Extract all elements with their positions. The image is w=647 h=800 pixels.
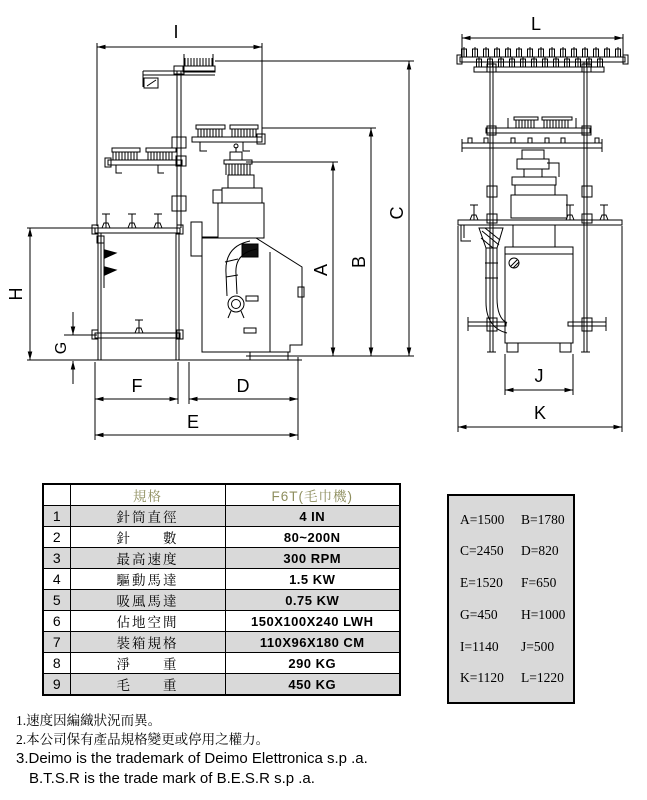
cell-value: 450 KG [225, 674, 400, 696]
creel-frame [92, 214, 183, 360]
cell-label: 最高速度 [70, 548, 225, 569]
dim-label-A: A [311, 263, 331, 277]
footnotes [16, 711, 456, 789]
footnote-line: 1.速度因編織狀況而異。 [16, 713, 162, 728]
cell-value: 1.5 KW [225, 569, 400, 590]
spec-table-body [43, 506, 400, 696]
dimension-value: E=1520 [460, 575, 503, 591]
head-comb-teeth [226, 164, 250, 175]
comb-teeth [198, 129, 222, 137]
dimension-value: B=1780 [521, 511, 565, 527]
cell-value: 4 IN [225, 506, 400, 527]
knitting-head-front [511, 150, 567, 218]
dim-label-F: F [131, 376, 143, 396]
dimension-value: K=1120 [460, 670, 504, 686]
dimension-value: D=820 [521, 543, 559, 559]
dimensions-legend-box [447, 494, 575, 704]
spec-table [42, 483, 401, 696]
header-no [43, 484, 70, 506]
table-row [43, 611, 400, 632]
cell-no: 4 [43, 569, 70, 590]
dimension-value: G=450 [460, 606, 498, 622]
cell-no: 3 [43, 548, 70, 569]
overhead-creel [457, 47, 628, 72]
dimension-value: F=650 [521, 575, 557, 591]
support-posts [487, 62, 592, 352]
comb-teeth [113, 152, 137, 160]
cell-label: 佔地空間 [70, 611, 225, 632]
dimension-value: J=500 [521, 638, 555, 654]
cell-value: 290 KG [225, 653, 400, 674]
machine-body-side [191, 144, 304, 360]
mid-shelf [462, 117, 602, 152]
cell-label: 裝箱規格 [70, 632, 225, 653]
dimension-value: I=1140 [460, 638, 499, 654]
cell-label: 吸風馬達 [70, 590, 225, 611]
dimension-value: H=1000 [521, 606, 566, 622]
table-row [43, 527, 400, 548]
cell-no: 1 [43, 506, 70, 527]
table-row [43, 653, 400, 674]
dim-C [215, 61, 414, 356]
footnote-line: 2.本公司保有產品規格變更或停用之權力。 [16, 732, 270, 747]
table-row [43, 674, 400, 696]
cell-no: 6 [43, 611, 70, 632]
cell-label: 驅動馬達 [70, 569, 225, 590]
dim-F [95, 362, 178, 440]
cell-value: 300 RPM [225, 548, 400, 569]
cell-label: 針 數 [70, 527, 225, 548]
comb-teeth [148, 152, 172, 160]
dim-H [27, 228, 96, 360]
guide-hangers [468, 138, 599, 143]
dim-label-B: B [349, 255, 369, 269]
dimension-pair [449, 639, 573, 655]
dimension-pair [449, 575, 573, 591]
yarn-guide-teeth [185, 58, 212, 66]
cell-value: 80~200N [225, 527, 400, 548]
dim-label-D: D [236, 376, 250, 396]
dimension-pair [449, 543, 573, 559]
cell-no: 7 [43, 632, 70, 653]
dim-label-G: G [53, 341, 70, 355]
cell-value: 0.75 KW [225, 590, 400, 611]
dim-label-K: K [533, 403, 547, 423]
yarn-stand-pole [143, 54, 215, 228]
dimension-pair [449, 670, 573, 686]
bobbin-row [462, 47, 621, 57]
feeder-shelf-upper [192, 125, 265, 151]
dim-label-C: C [387, 206, 407, 220]
cell-label: 毛 重 [70, 674, 225, 696]
dim-I [97, 43, 262, 226]
dimension-value: L=1220 [521, 670, 564, 686]
dimension-value: A=1500 [460, 511, 505, 527]
comb-teeth [232, 129, 256, 137]
comb-teeth [516, 120, 534, 128]
dimension-pair [449, 512, 573, 528]
cell-no: 2 [43, 527, 70, 548]
footnote-line: B.T.S.R is the trade mark of B.E.S.R s.p .a. [29, 770, 315, 787]
footnote-line: 3.Deimo is the trademark of Deimo Elettronica s.p .a. [16, 750, 368, 767]
dim-label-H: H [6, 287, 26, 301]
dim-D [186, 357, 298, 440]
feeder-shelf-lower [105, 148, 186, 173]
cell-no: 9 [43, 674, 70, 696]
dimension-value: C=2450 [460, 543, 504, 559]
table-row [43, 548, 400, 569]
dimension-pair [449, 607, 573, 623]
side-view-drawing [27, 43, 414, 440]
cell-no: 5 [43, 590, 70, 611]
cell-no: 8 [43, 653, 70, 674]
table-row [43, 569, 400, 590]
header-spec: 規格 [70, 484, 225, 506]
table-row [43, 632, 400, 653]
cell-value: 110X96X180 CM [225, 632, 400, 653]
header-model: F6T(毛巾機) [225, 484, 400, 506]
dim-label-E: E [186, 412, 200, 432]
dim-label-J: J [534, 366, 544, 386]
cell-label: 淨 重 [70, 653, 225, 674]
table-row [43, 506, 400, 527]
machine-body-front [458, 205, 622, 352]
spec-table-header-row [43, 484, 400, 506]
cell-label: 針筒直徑 [70, 506, 225, 527]
dim-K [458, 226, 622, 432]
dim-label-I: I [173, 22, 179, 42]
table-row [43, 590, 400, 611]
cell-value: 150X100X240 LWH [225, 611, 400, 632]
dim-label-L: L [530, 14, 542, 34]
bobbin-pins [102, 214, 162, 333]
dim-A [246, 162, 338, 356]
comb-teeth [544, 120, 568, 128]
